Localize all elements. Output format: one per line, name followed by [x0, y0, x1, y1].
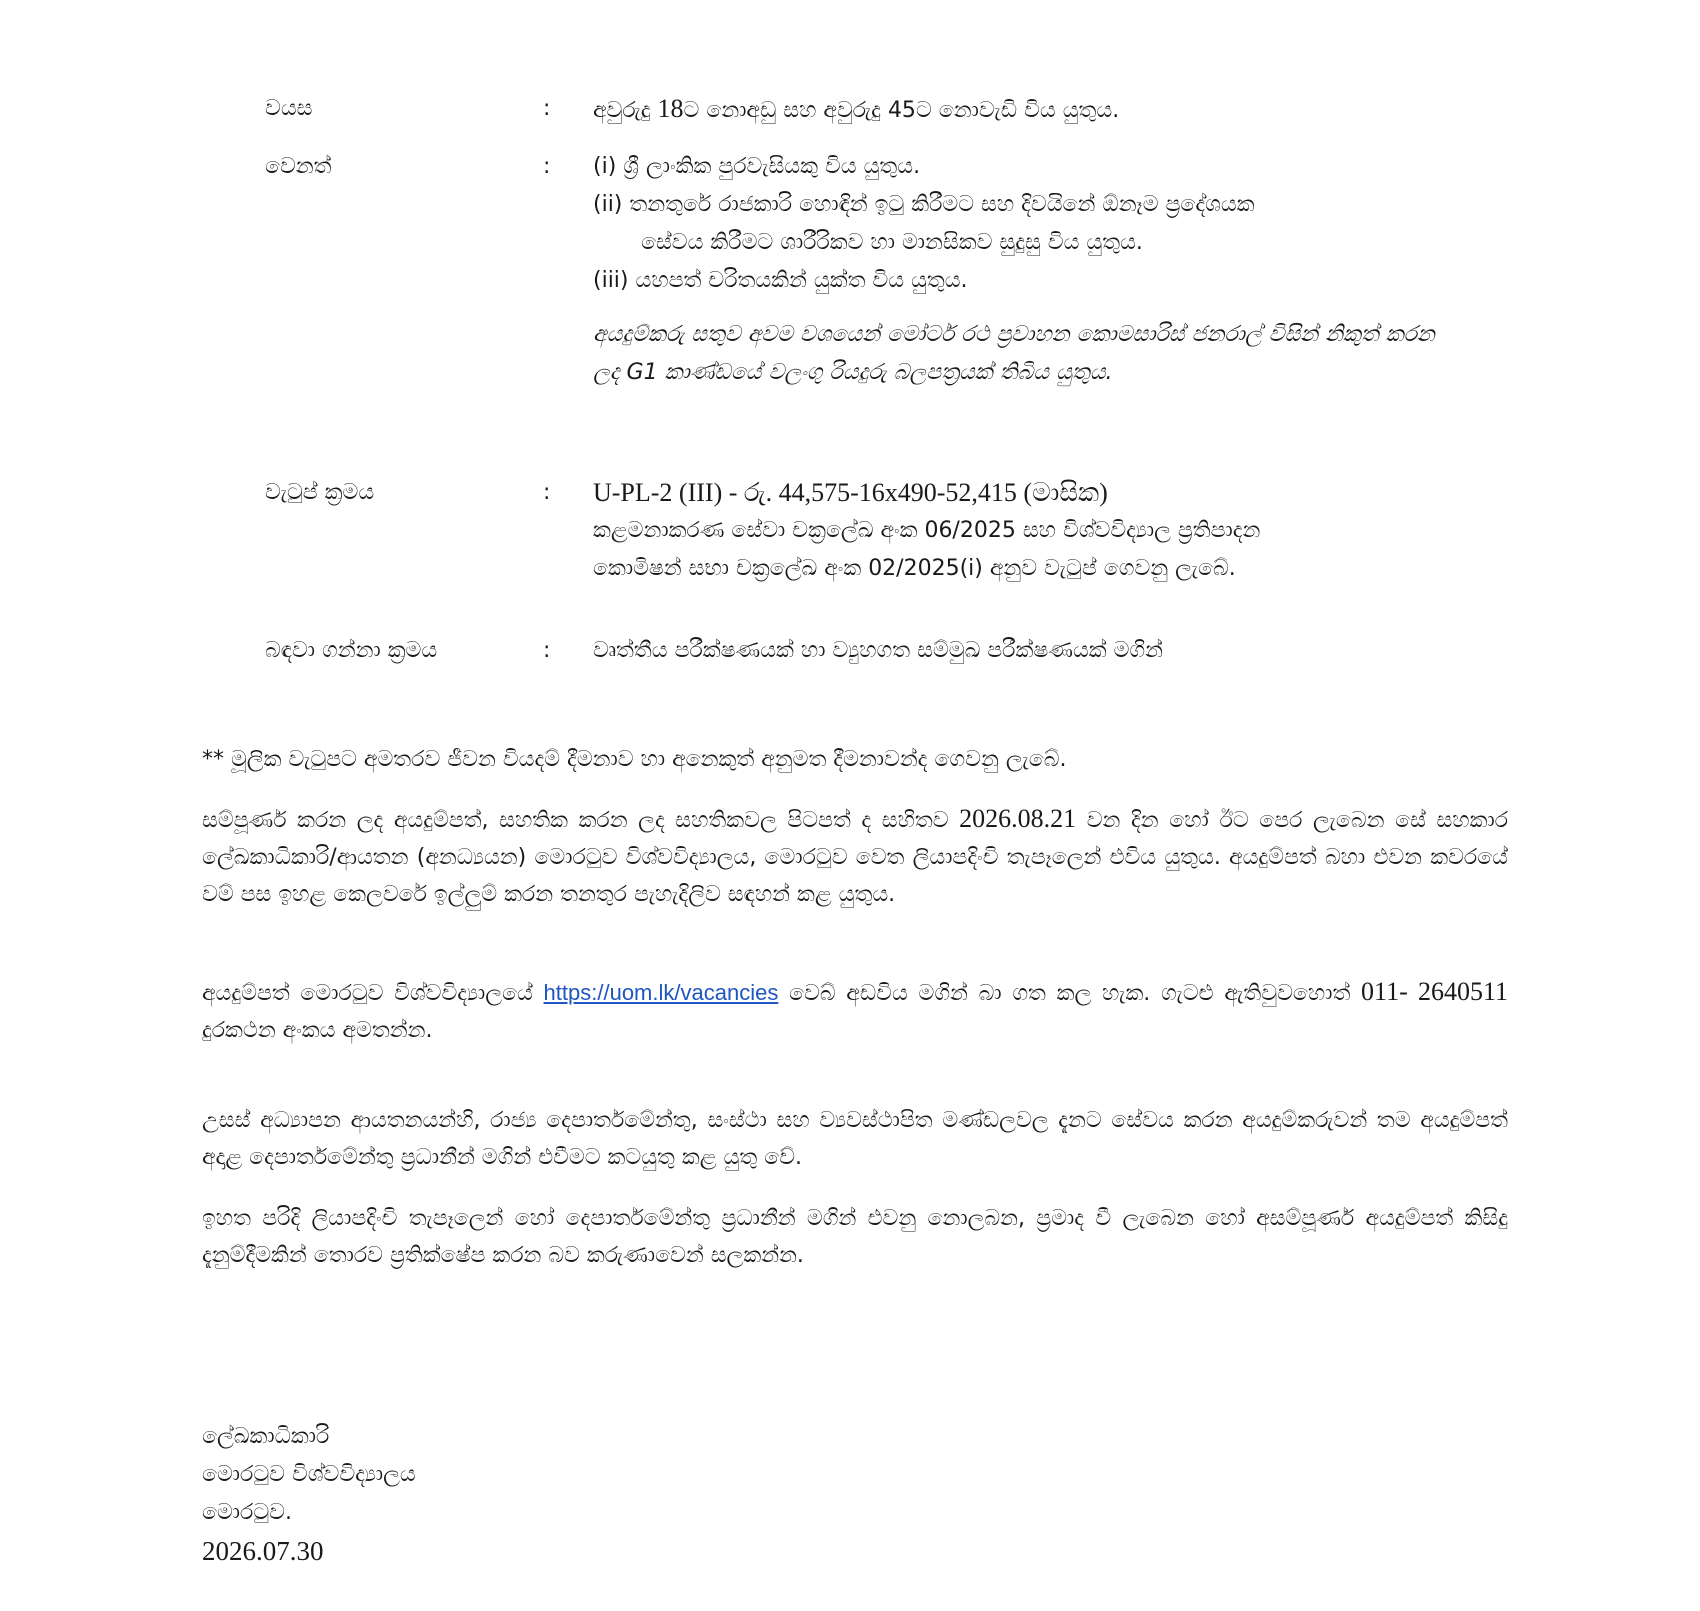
salary-scale: U-PL-2 (III) - රු. 44,575-16x490-52,415 (මාසික)	[593, 478, 1108, 507]
recruitment-value: වෘත්තීය පරීක්ෂණයක් හා ව්‍යුහගත සම්මුඛ පරීක්ෂණයක් මගින්	[593, 638, 1164, 663]
download-paragraph	[202, 973, 1508, 1049]
recruitment-label: බඳවා ගන්නා ක්‍රමය	[265, 638, 438, 663]
salary-values	[593, 474, 1493, 588]
salary-label: වැටුප් ක්‍රමය	[265, 480, 375, 505]
salary-circular-2: කොමිෂන් සභා චක්‍රලේඛ අංක 02/2025(i) අනුව වැටුප් ගෙවනු ලැබේ.	[593, 556, 1236, 581]
age-value-post: ට නොවැඩි විය යුතුය.	[915, 98, 1120, 123]
age-value-pre: අවුරුදු	[593, 98, 658, 123]
age-max: 45	[887, 98, 916, 123]
other-colon: :	[543, 154, 551, 179]
age-label: වයස	[265, 96, 313, 121]
salary-colon: :	[543, 480, 551, 505]
recruitment-colon: :	[543, 638, 551, 663]
signature-block	[202, 1418, 416, 1570]
allowance-paragraph: ** මූලික වැටුපට අමතරව ජීවන වියදම් දීමනාව හා අනෙකුත් අනුමත දීමනාවන්ද ගෙවනු ලැබේ.	[202, 747, 1067, 772]
salary-circular-1: කළමනාකරණ සේවා චක්‍රලේඛ අංක 06/2025 සහ විශ්වවිද්‍යාල ප්‍රතිපාදන	[593, 518, 1261, 543]
age-value-mid: ට නොඅඩු සහ අවුරුදු	[683, 98, 888, 123]
other-item-3: (iii) යහපත් චරිතයකින් යුක්ත විය යුතුය.	[593, 268, 968, 293]
age-min: 18	[657, 94, 684, 123]
employed-applicants-paragraph: උසස් අධ්‍යාපන ආයතනයන්හි, රාජ්‍ය දෙපාර්තමේන්තු, සංස්ථා සහ ව්‍යවස්ථාපිත මණ්ඩලවල දැනට සේවය කරන අයදුම්කරුවන් තම අයදුම්පත් අදාළ දෙපාර්තමේන්තු ප්‍රධානීන් මගින් එවීමට කටයුතු කළ යුතු වේ.	[202, 1108, 1508, 1170]
download-text-pre: අයදුම්පත් මොරටුව විශ්වවිද්‍යාලයේ	[202, 981, 544, 1006]
other-item-1: (i) ශ්‍රී ලාංකික පුරවැසියකු විය යුතුය.	[593, 154, 921, 179]
download-text-mid: වෙබ් අඩවිය මගින් බා ගත කල හැක. ගැටළු ඇතිවුවහොත්	[778, 981, 1362, 1006]
submission-text-post: වන දින හෝ ඊට පෙර ලැබෙන සේ සහකාර ලේඛකාධිකාරි/ආයතන (අනධ්‍යයන) මොරටුව විශ්වවිද්‍යාලය, මොරටුව වෙත ලියාපදිංචි තැපෑලෙන් එවිය යුතුය. අයදුම්පත් බහා එවන කවරයේ වම් පස ඉහළ කෙලවරේ ඉල්ලුම් කරන තනතුර පැහැදිලිව සඳහන් කළ යුතුය.	[202, 808, 1508, 907]
closing-date: 2026.08.21	[959, 804, 1077, 833]
other-item-2: (ii) තනතුරේ රාජකාරි හොඳින් ඉටු කිරීමට සහ දිවයිනේ ඕනෑම ප්‍රදේශයක	[593, 192, 1255, 217]
issue-date: 2026.07.30	[202, 1536, 324, 1566]
other-values	[593, 148, 1493, 392]
age-colon: :	[543, 96, 551, 121]
vacancies-link[interactable]: https://uom.lk/vacancies	[543, 980, 779, 1005]
phone-number: 011- 2640511	[1361, 977, 1508, 1006]
submission-paragraph	[202, 800, 1508, 913]
other-label: වෙනත්	[265, 154, 332, 179]
age-value	[593, 90, 1493, 130]
signatory-title: ලේඛකාධිකාරි	[202, 1424, 330, 1449]
other-item-2-cont: සේවය කිරීමට ශාරීරිකව හා මානසිකව සුදුසු විය යුතුය.	[641, 230, 1143, 255]
rejection-paragraph: ඉහත පරිදි ලියාපදිංචි තැපෑලෙන් හෝ දෙපාර්තමේන්තු ප්‍රධානීන් මගින් එවනු නොලබන, ප්‍රමාද වී ලැබෙන හෝ අසම්පූර්ණ අයදුම්පත් කිසිදු දැනුම්දීමකින් තොරව ප්‍රතික්ෂේප කරන බව කරුණාවෙන් සලකන්න.	[202, 1206, 1508, 1268]
signatory-city: මොරටුව.	[202, 1500, 292, 1525]
submission-text-pre: සම්පූර්ණ කරන ලද අයදුම්පත්, සහතික කරන ලද සහතිකවල පිටපත් ද සහිතව	[202, 808, 960, 833]
signatory-institution: මොරටුව විශ්වවිද්‍යාලය	[202, 1462, 416, 1487]
download-text-post: දුරකථන අංකය අමතන්න.	[202, 1018, 433, 1043]
driving-licence-note: අයදුම්කරු සතුව අවම වශයෙන් මෝටර් රථ ප්‍රවාහන කොමසාරිස් ජනරාල් විසින් නිකුත් කරන ලද G1 කාණ්ඩයේ වලංගු රියදුරු බලපත්‍රයක් තිබිය යුතුය.	[593, 322, 1435, 385]
